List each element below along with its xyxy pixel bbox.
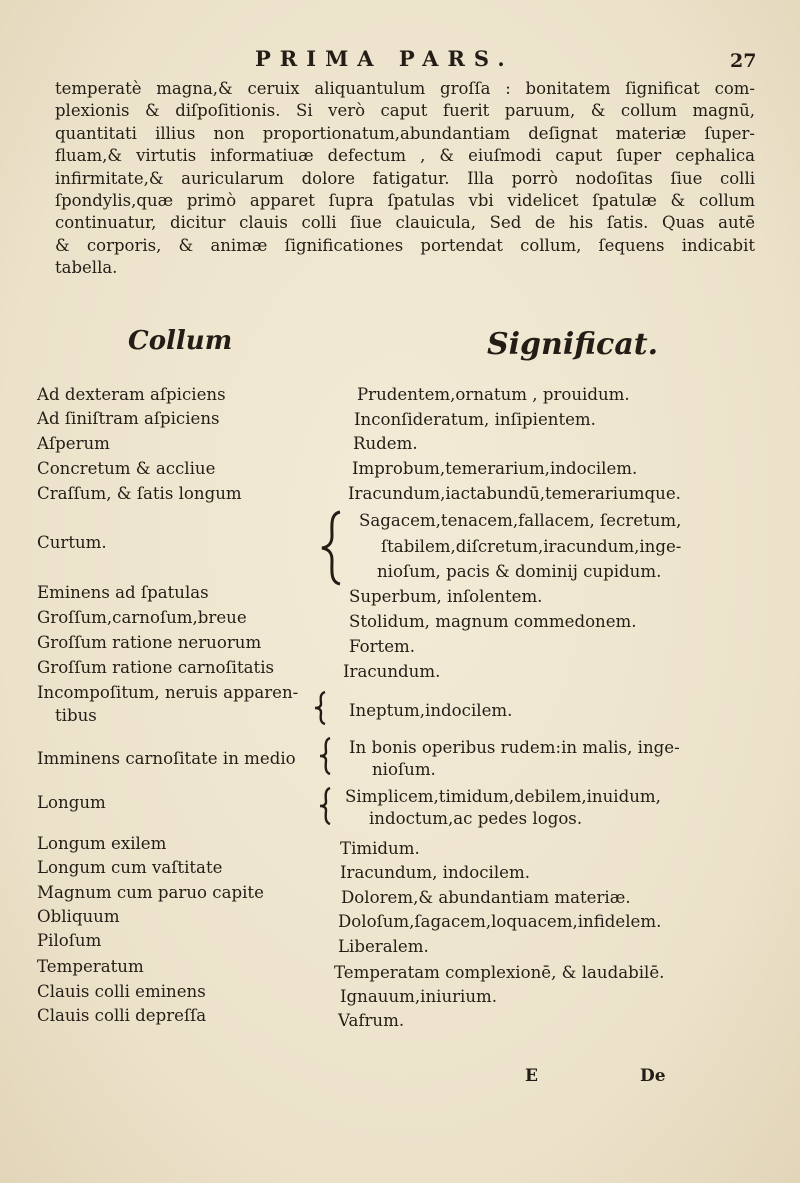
signature-mark: E	[525, 1066, 538, 1086]
right-entry: Dolorem,& abundantiam materiæ.	[341, 888, 631, 907]
right-column-heading: Significat.	[487, 327, 659, 362]
left-entry: Eminens ad ſpatulas	[37, 583, 209, 602]
left-entry: Temperatum	[37, 957, 144, 976]
left-entry: Longum cum vaſtitate	[37, 858, 223, 877]
right-entry: Sagacem,tenacem,fallacem, ſecretum,	[359, 511, 682, 530]
running-title: PRIMA PARS.	[255, 46, 514, 71]
right-entry: Timidum.	[340, 839, 420, 858]
paragraph-line: ſpondylis,quæ primò apparet ſupra ſpatulas vbi videlicet ſpatulæ & collum	[55, 190, 755, 210]
left-entry: Groſſum ratione carnoſitatis	[37, 658, 275, 677]
left-entry: Ad dexteram aſpiciens	[37, 385, 226, 404]
right-entry: nioſum, pacis & dominij cupidum.	[377, 562, 662, 581]
left-entry: Concretum & accliue	[37, 459, 216, 478]
left-entry: Groſſum,carnoſum,breue	[37, 608, 247, 627]
left-entry: Aſperum	[37, 434, 110, 453]
paragraph-line: & corporis, & animæ ſignificationes portendat collum, ſequens indicabit	[55, 235, 755, 255]
left-column-heading: Collum	[128, 326, 233, 356]
left-entry: Longum exilem	[37, 834, 167, 853]
right-entry: Iracundum.	[343, 662, 441, 681]
left-entry: Piloſum	[37, 931, 102, 950]
right-entry: Simplicem,timidum,debilem,inuidum,	[345, 787, 661, 806]
right-entry: Doloſum,ſagacem,loquacem,infidelem.	[338, 912, 662, 931]
brace-icon	[318, 786, 334, 826]
left-entry: Incompoſitum, neruis apparen-	[37, 683, 299, 702]
left-entry: Imminens carnoſitate in medio	[37, 749, 296, 768]
page-number: 27	[730, 50, 757, 72]
right-entry: nioſum.	[372, 760, 436, 779]
right-entry: Iracundum, indocilem.	[340, 863, 530, 882]
left-entry: Craſſum, & ſatis longum	[37, 484, 242, 503]
paragraph-line: temperatè magna,& ceruix aliquantulum groſſa : bonitatem ſignificat com-	[55, 79, 755, 98]
right-entry: Improbum,temerarium,indocilem.	[352, 459, 638, 478]
right-entry: Rudem.	[353, 434, 418, 453]
right-entry: In bonis operibus rudem:in malis, inge-	[349, 738, 680, 757]
catchword: De	[640, 1066, 666, 1086]
left-entry: tibus	[55, 706, 97, 725]
right-entry: Ignauum,iniurium.	[340, 987, 498, 1006]
page-header	[0, 46, 800, 76]
left-entry: Curtum.	[37, 533, 107, 552]
paragraph-line: quantitati illius non proportionatum,abundantiam deſignat materiæ ſuper-	[55, 123, 755, 143]
right-entry: Liberalem.	[338, 937, 429, 956]
left-entry: Obliquum	[37, 907, 120, 926]
right-entry: Stolidum, magnum commedonem.	[349, 612, 637, 631]
right-entry: Fortem.	[349, 637, 416, 656]
intro-paragraph	[55, 78, 755, 280]
left-entry: Clauis colli eminens	[37, 982, 206, 1001]
brace-icon	[318, 736, 334, 776]
brace-icon	[313, 690, 329, 726]
paragraph-line: tabella.	[55, 258, 118, 278]
paragraph-line: infirmitate,& auricularum dolore fatigatur. Illa porrò nodoſitas ſiue colli	[55, 168, 755, 188]
right-entry: Prudentem,ornatum , prouidum.	[357, 385, 630, 404]
right-entry: Superbum, inſolentem.	[349, 587, 543, 606]
right-entry: indoctum,ac pedes logos.	[369, 809, 583, 828]
left-entry: Clauis colli depreſſa	[37, 1006, 207, 1025]
right-entry: Vafrum.	[338, 1011, 405, 1030]
right-entry: Temperatam complexionē, & laudabilē.	[334, 963, 665, 982]
left-entry: Longum	[37, 793, 106, 812]
paragraph-line: plexionis & diſpoſitionis. Si verò caput fuerit paruum, & collum magnū,	[55, 101, 755, 121]
left-entry: Ad ſiniſtram aſpiciens	[37, 409, 220, 428]
right-entry: ſtabilem,diſcretum,iracundum,inge-	[381, 537, 682, 556]
paragraph-line: continuatur, dicitur clauis colli ſiue clauicula, Sed de his ſatis. Quas autē	[55, 213, 755, 233]
right-entry: Iracundum,iactabundū,temerariumque.	[348, 484, 681, 503]
left-entry: Magnum cum paruo capite	[37, 883, 264, 902]
paragraph-line: fluam,& virtutis informatiuæ defectum , & eiuſmodi caput ſuper cephalica	[55, 146, 755, 166]
curly-brace-icon	[318, 510, 344, 586]
right-entry: Inconſideratum, inſipientem.	[354, 410, 596, 429]
right-entry: Ineptum,indocilem.	[349, 701, 513, 720]
left-entry: Groſſum ratione neruorum	[37, 633, 262, 652]
